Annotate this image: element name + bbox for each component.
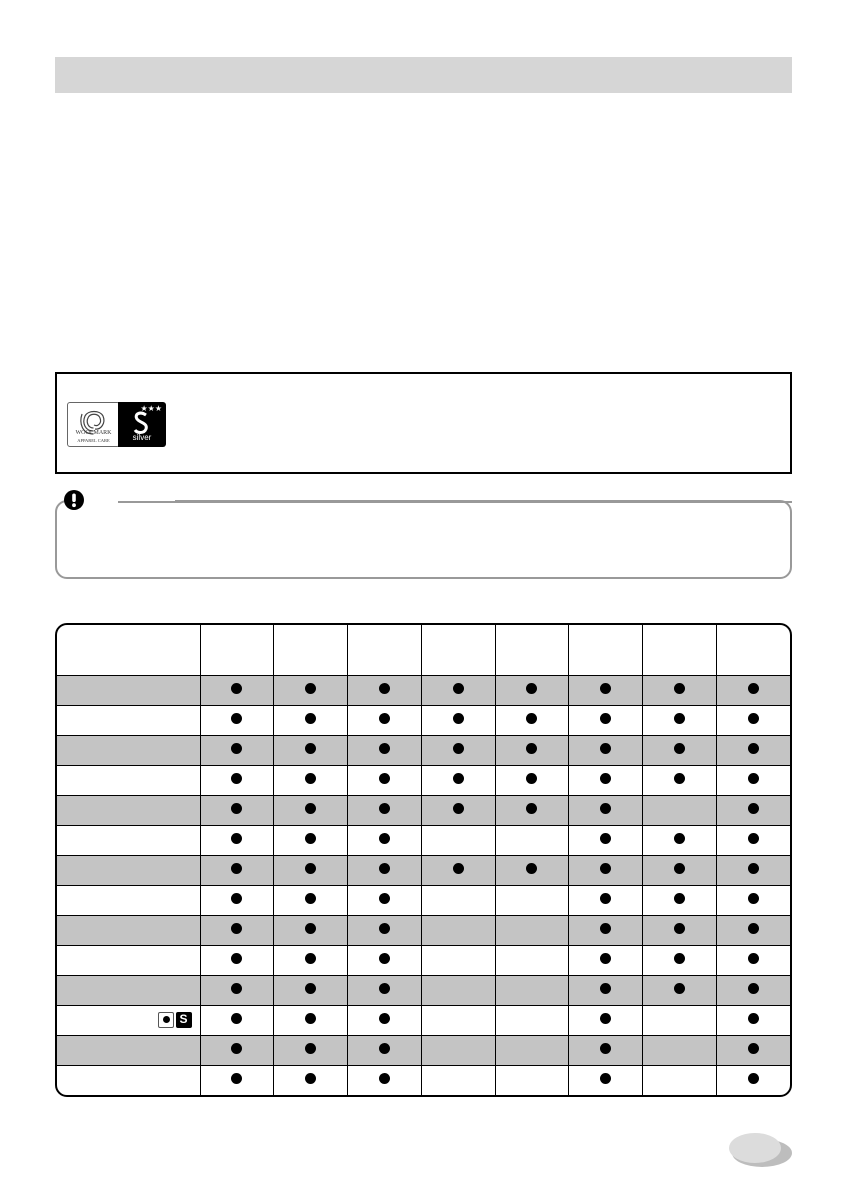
availability-dot-icon (600, 1073, 611, 1084)
table-cell (200, 915, 274, 945)
availability-dot-icon (526, 803, 537, 814)
table-cell (716, 795, 790, 825)
section-header-bar (55, 57, 792, 93)
availability-dot-icon (674, 743, 685, 754)
table-cell (716, 705, 790, 735)
availability-dot-icon (305, 1013, 316, 1024)
availability-dot-icon (674, 893, 685, 904)
availability-dot-icon (231, 803, 242, 814)
table-cell (495, 1005, 569, 1035)
availability-dot-icon (231, 983, 242, 994)
table-cell (274, 915, 348, 945)
availability-dot-icon (379, 1073, 390, 1084)
table-header-cell (716, 625, 790, 675)
table-cell (569, 765, 643, 795)
table-cell (274, 735, 348, 765)
availability-dot-icon (231, 923, 242, 934)
table-row (57, 765, 790, 795)
table-row (57, 885, 790, 915)
table-row (57, 675, 790, 705)
table-cell (421, 795, 495, 825)
availability-dot-icon (231, 713, 242, 724)
table-cell (274, 945, 348, 975)
table-cell (495, 675, 569, 705)
table-cell (569, 1005, 643, 1035)
caution-icon (63, 489, 85, 511)
availability-dot-icon (379, 683, 390, 694)
table-header-cell (495, 625, 569, 675)
table-cell (274, 825, 348, 855)
availability-dot-icon (379, 713, 390, 724)
availability-dot-icon (305, 803, 316, 814)
table-cell (495, 795, 569, 825)
table-cell (716, 1065, 790, 1095)
table-cell (200, 1005, 274, 1035)
table-cell (200, 765, 274, 795)
availability-dot-icon (379, 923, 390, 934)
availability-dot-icon (748, 803, 759, 814)
availability-dot-icon (526, 683, 537, 694)
availability-dot-icon (526, 743, 537, 754)
table-cell (716, 1035, 790, 1065)
note-divider (118, 501, 792, 503)
availability-dot-icon (305, 863, 316, 874)
woolmark-logo-icon (67, 402, 120, 447)
table-row (57, 915, 790, 945)
table-cell (716, 735, 790, 765)
badge-stars: ★★★ (140, 404, 162, 413)
availability-dot-icon (379, 743, 390, 754)
availability-dot-icon (453, 683, 464, 694)
table-cell (716, 915, 790, 945)
availability-dot-icon (305, 1073, 316, 1084)
availability-dot-icon (748, 983, 759, 994)
availability-dot-icon (748, 773, 759, 784)
availability-dot-icon (674, 953, 685, 964)
table-cell (348, 975, 422, 1005)
table-cell (348, 945, 422, 975)
availability-dot-icon (453, 773, 464, 784)
table-cell (495, 705, 569, 735)
table-cell (643, 795, 717, 825)
availability-dot-icon (674, 713, 685, 724)
table-cell (200, 1065, 274, 1095)
availability-dot-icon (600, 983, 611, 994)
availability-dot-icon (600, 893, 611, 904)
availability-dot-icon (748, 953, 759, 964)
availability-dot-icon (748, 863, 759, 874)
table-cell (643, 945, 717, 975)
table-cell (569, 675, 643, 705)
availability-dot-icon (748, 1073, 759, 1084)
table-cell (348, 1065, 422, 1095)
table-header-cell (200, 625, 274, 675)
table-cell (495, 765, 569, 795)
availability-dot-icon (305, 923, 316, 934)
table-cell (495, 1065, 569, 1095)
silver-mini-icon (176, 1012, 192, 1028)
availability-dot-icon (600, 953, 611, 964)
availability-dot-icon (600, 833, 611, 844)
table-cell (421, 915, 495, 945)
table-cell (495, 945, 569, 975)
availability-dot-icon (305, 893, 316, 904)
row-label (57, 675, 200, 705)
availability-dot-icon (379, 893, 390, 904)
row-label (57, 915, 200, 945)
row-label (57, 1065, 200, 1095)
page-number-badge (728, 1131, 793, 1169)
availability-dot-icon (231, 833, 242, 844)
table-cell (348, 1035, 422, 1065)
table-cell (421, 765, 495, 795)
availability-dot-icon (600, 743, 611, 754)
table-cell (569, 735, 643, 765)
table-cell (274, 795, 348, 825)
woolmark-logo-sub: APPAREL CARE (77, 438, 110, 443)
program-table-grid (57, 625, 790, 1095)
table-cell (643, 1005, 717, 1035)
availability-dot-icon (379, 833, 390, 844)
availability-dot-icon (379, 863, 390, 874)
table-cell (643, 975, 717, 1005)
table-row (57, 1005, 790, 1035)
row-label (57, 735, 200, 765)
program-table (55, 623, 792, 1097)
availability-dot-icon (231, 1013, 242, 1024)
table-row (57, 735, 790, 765)
table-cell (495, 885, 569, 915)
availability-dot-icon (600, 713, 611, 724)
woolmark-info-box (55, 372, 792, 474)
availability-dot-icon (379, 953, 390, 964)
table-cell (643, 915, 717, 945)
table-cell (569, 705, 643, 735)
row-label (57, 1035, 200, 1065)
table-cell (421, 825, 495, 855)
table-row (57, 1065, 790, 1095)
availability-dot-icon (305, 1043, 316, 1054)
table-cell (495, 1035, 569, 1065)
table-row (57, 1035, 790, 1065)
availability-dot-icon (305, 983, 316, 994)
table-cell (643, 675, 717, 705)
table-cell (274, 675, 348, 705)
table-cell (716, 825, 790, 855)
availability-dot-icon (748, 683, 759, 694)
table-row (57, 945, 790, 975)
table-cell (716, 885, 790, 915)
table-cell (643, 825, 717, 855)
table-cell (643, 1065, 717, 1095)
availability-dot-icon (305, 713, 316, 724)
table-cell (200, 795, 274, 825)
table-cell (569, 855, 643, 885)
table-cell (200, 1035, 274, 1065)
table-cell (348, 735, 422, 765)
table-cell (200, 825, 274, 855)
table-cell (643, 1035, 717, 1065)
row-label (57, 795, 200, 825)
table-cell (495, 915, 569, 945)
availability-dot-icon (674, 863, 685, 874)
row-label (57, 945, 200, 975)
table-cell (421, 1005, 495, 1035)
table-cell (643, 705, 717, 735)
availability-dot-icon (600, 863, 611, 874)
availability-dot-icon (674, 983, 685, 994)
table-cell (348, 795, 422, 825)
table-cell (495, 735, 569, 765)
table-row (57, 975, 790, 1005)
table-cell (421, 735, 495, 765)
table-cell (643, 885, 717, 915)
table-cell (643, 735, 717, 765)
availability-dot-icon (305, 833, 316, 844)
table-cell (200, 975, 274, 1005)
availability-dot-icon (305, 773, 316, 784)
availability-dot-icon (305, 953, 316, 964)
table-cell (274, 765, 348, 795)
table-cell (569, 795, 643, 825)
woolmark-logo-word: WOOLMARK (75, 430, 112, 436)
table-cell (421, 1065, 495, 1095)
availability-dot-icon (231, 893, 242, 904)
table-cell (348, 825, 422, 855)
woolmark-mini-icons (158, 1012, 192, 1028)
availability-dot-icon (231, 863, 242, 874)
table-cell (200, 675, 274, 705)
table-row (57, 705, 790, 735)
table-cell (421, 885, 495, 915)
table-cell (421, 855, 495, 885)
availability-dot-icon (748, 893, 759, 904)
availability-dot-icon (748, 1013, 759, 1024)
table-cell (643, 765, 717, 795)
table-cell (200, 885, 274, 915)
availability-dot-icon (379, 803, 390, 814)
table-cell (569, 975, 643, 1005)
table-cell (348, 855, 422, 885)
availability-dot-icon (231, 953, 242, 964)
table-cell (716, 1005, 790, 1035)
row-label (57, 855, 200, 885)
availability-dot-icon (600, 803, 611, 814)
availability-dot-icon (526, 773, 537, 784)
table-cell (421, 975, 495, 1005)
table-row (57, 795, 790, 825)
availability-dot-icon (526, 713, 537, 724)
badge-label: silver (132, 433, 152, 442)
table-cell (348, 675, 422, 705)
availability-dot-icon (674, 833, 685, 844)
availability-dot-icon (379, 983, 390, 994)
table-cell (716, 945, 790, 975)
availability-dot-icon (453, 713, 464, 724)
table-cell (200, 945, 274, 975)
availability-dot-icon (453, 863, 464, 874)
table-cell (274, 885, 348, 915)
table-cell (569, 945, 643, 975)
table-cell (274, 1035, 348, 1065)
table-cell (421, 675, 495, 705)
table-cell (716, 675, 790, 705)
availability-dot-icon (379, 773, 390, 784)
table-cell (274, 975, 348, 1005)
availability-dot-icon (748, 1043, 759, 1054)
table-header-cell (569, 625, 643, 675)
table-header-cell (274, 625, 348, 675)
table-cell (716, 765, 790, 795)
table-header-cell (421, 625, 495, 675)
availability-dot-icon (600, 923, 611, 934)
availability-dot-icon (748, 713, 759, 724)
row-label (57, 765, 200, 795)
table-cell (348, 1005, 422, 1035)
table-cell (569, 1035, 643, 1065)
table-cell (348, 915, 422, 945)
table-cell (274, 705, 348, 735)
table-cell (569, 825, 643, 855)
row-label (57, 825, 200, 855)
availability-dot-icon (674, 773, 685, 784)
table-cell (716, 975, 790, 1005)
table-row (57, 825, 790, 855)
table-cell (495, 975, 569, 1005)
table-cell (569, 915, 643, 945)
row-label (57, 885, 200, 915)
row-label (57, 705, 200, 735)
table-cell (643, 855, 717, 885)
table-cell (274, 1005, 348, 1035)
table-cell (569, 885, 643, 915)
availability-dot-icon (674, 923, 685, 934)
table-cell (421, 705, 495, 735)
availability-dot-icon (231, 1043, 242, 1054)
table-cell (274, 1065, 348, 1095)
availability-dot-icon (231, 743, 242, 754)
availability-dot-icon (526, 863, 537, 874)
table-cell (421, 1035, 495, 1065)
availability-dot-icon (674, 683, 685, 694)
availability-dot-icon (748, 923, 759, 934)
table-cell (200, 735, 274, 765)
table-cell (495, 825, 569, 855)
availability-dot-icon (600, 1013, 611, 1024)
silver-badge-icon (118, 402, 166, 447)
table-header-cell (348, 625, 422, 675)
table-cell (348, 705, 422, 735)
table-cell (569, 1065, 643, 1095)
table-row (57, 855, 790, 885)
table-cell (348, 885, 422, 915)
table-cell (348, 765, 422, 795)
availability-dot-icon (600, 773, 611, 784)
availability-dot-icon (305, 743, 316, 754)
availability-dot-icon (231, 773, 242, 784)
table-header-row (57, 625, 790, 675)
table-cell (274, 855, 348, 885)
table-cell (716, 855, 790, 885)
row-label (57, 975, 200, 1005)
table-cell (200, 705, 274, 735)
availability-dot-icon (453, 803, 464, 814)
table-header-cell (57, 625, 200, 675)
row-label (57, 1005, 200, 1035)
availability-dot-icon (305, 683, 316, 694)
woolmark-mini-icon (158, 1012, 174, 1028)
availability-dot-icon (379, 1043, 390, 1054)
availability-dot-icon (231, 683, 242, 694)
table-cell (495, 855, 569, 885)
availability-dot-icon (600, 1043, 611, 1054)
table-header-cell (643, 625, 717, 675)
table-cell (200, 855, 274, 885)
availability-dot-icon (231, 1073, 242, 1084)
availability-dot-icon (379, 1013, 390, 1024)
availability-dot-icon (748, 833, 759, 844)
availability-dot-icon (453, 743, 464, 754)
availability-dot-icon (600, 683, 611, 694)
note-box (55, 500, 792, 579)
table-cell (421, 945, 495, 975)
availability-dot-icon (748, 743, 759, 754)
